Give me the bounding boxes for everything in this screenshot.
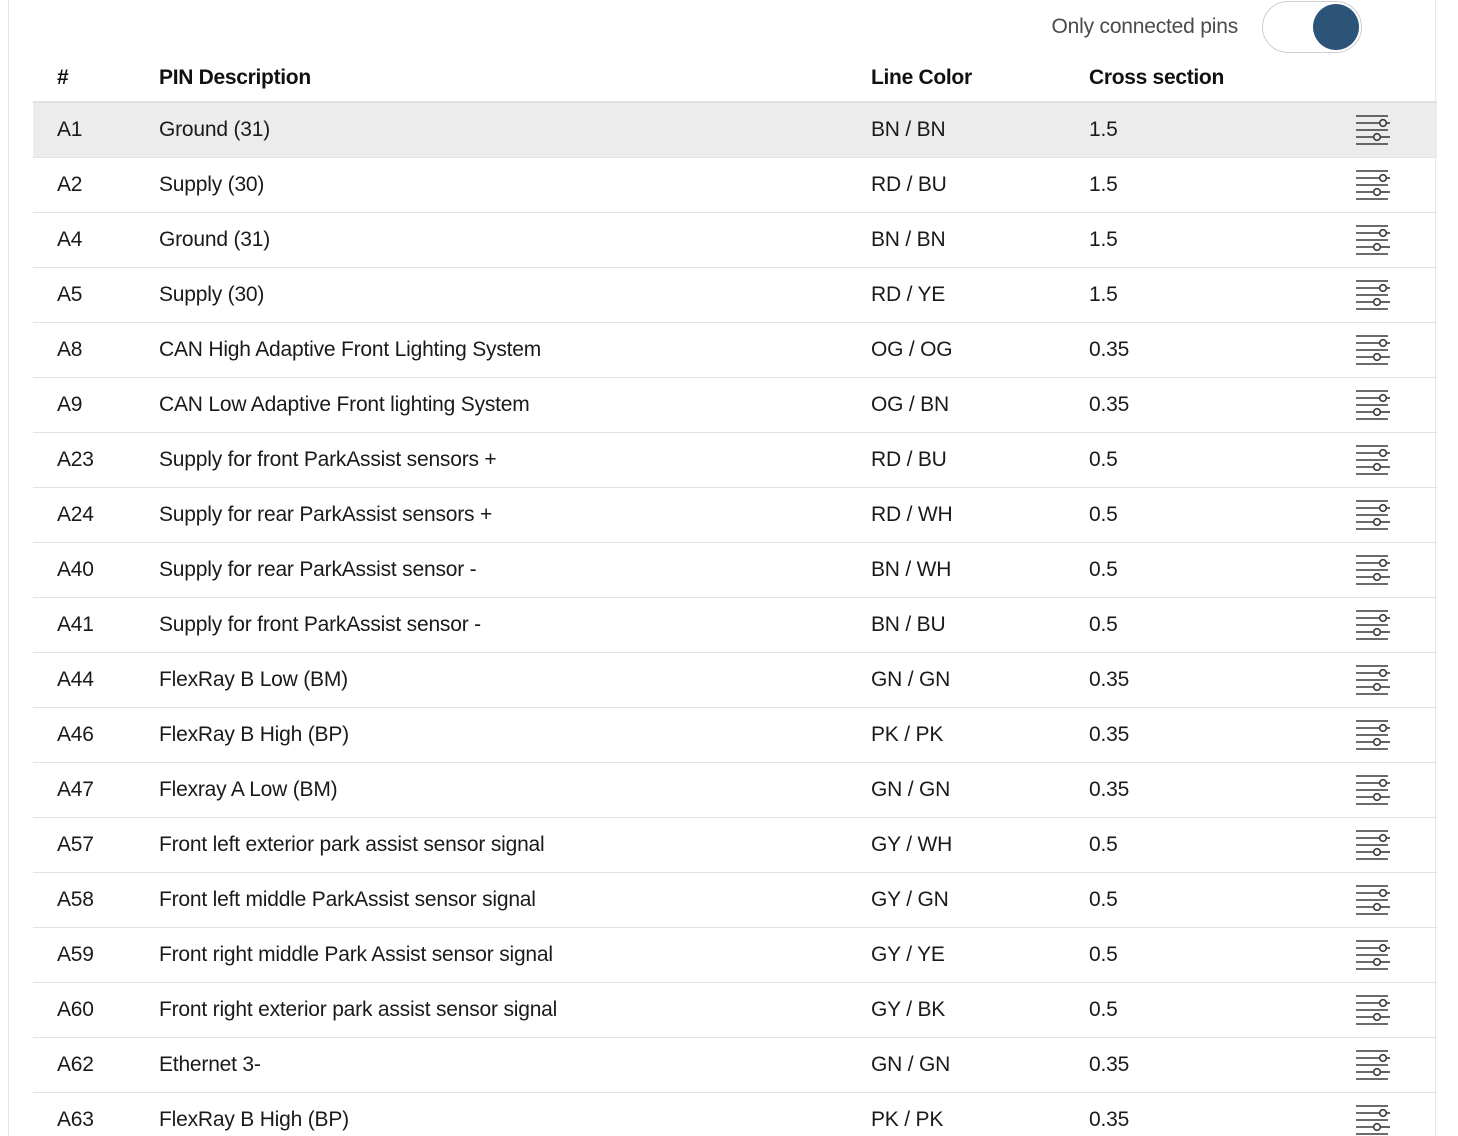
connected-pins-toggle-group: [1052, 0, 1362, 54]
row-details-button[interactable]: [1353, 495, 1393, 535]
filter-lines-icon: [1355, 883, 1391, 917]
pin-line-color: PK / PK: [871, 708, 1089, 763]
row-actions-cell: [1349, 1093, 1437, 1136]
pin-number: A4: [33, 213, 159, 268]
pin-cross-section: 0.35: [1089, 708, 1349, 763]
row-actions-cell: [1349, 268, 1437, 323]
filter-lines-icon: [1355, 443, 1391, 477]
row-details-button[interactable]: [1353, 220, 1393, 260]
filter-lines-icon: [1355, 993, 1391, 1027]
row-actions-cell: [1349, 158, 1437, 213]
filter-lines-icon: [1355, 1103, 1391, 1136]
row-details-button[interactable]: [1353, 990, 1393, 1030]
pin-cross-section: 0.35: [1089, 323, 1349, 378]
pin-line-color: BN / BU: [871, 598, 1089, 653]
table-row[interactable]: [33, 1093, 1437, 1136]
pin-cross-section: 0.5: [1089, 488, 1349, 543]
row-actions-cell: [1349, 763, 1437, 818]
pin-table-panel: [8, 0, 1436, 1136]
pin-description: Supply for front ParkAssist sensors +: [159, 433, 871, 488]
filter-lines-icon: [1355, 498, 1391, 532]
filter-lines-icon: [1355, 828, 1391, 862]
pin-line-color: GN / GN: [871, 763, 1089, 818]
table-row[interactable]: [33, 102, 1437, 158]
row-actions-cell: [1349, 708, 1437, 763]
row-details-button[interactable]: [1353, 165, 1393, 205]
pin-number: A57: [33, 818, 159, 873]
pin-cross-section: 0.35: [1089, 1093, 1349, 1136]
pin-description: Ethernet 3-: [159, 1038, 871, 1093]
pin-line-color: GY / BK: [871, 983, 1089, 1038]
column-header-description: PIN Description: [159, 54, 871, 102]
pin-number: A62: [33, 1038, 159, 1093]
column-header-cross-section: Cross section: [1089, 54, 1349, 102]
pin-number: A9: [33, 378, 159, 433]
row-details-button[interactable]: [1353, 1100, 1393, 1136]
filter-lines-icon: [1355, 553, 1391, 587]
table-row[interactable]: [33, 873, 1437, 928]
pin-line-color: GY / WH: [871, 818, 1089, 873]
pin-number: A24: [33, 488, 159, 543]
pin-line-color: OG / OG: [871, 323, 1089, 378]
pin-description: Supply for rear ParkAssist sensor -: [159, 543, 871, 598]
pin-line-color: GN / GN: [871, 1038, 1089, 1093]
row-actions-cell: [1349, 213, 1437, 268]
pin-number: A63: [33, 1093, 159, 1136]
row-actions-cell: [1349, 378, 1437, 433]
row-details-button[interactable]: [1353, 330, 1393, 370]
pin-description: CAN High Adaptive Front Lighting System: [159, 323, 871, 378]
row-details-button[interactable]: [1353, 935, 1393, 975]
pin-description: Supply (30): [159, 268, 871, 323]
table-row[interactable]: [33, 213, 1437, 268]
table-row[interactable]: [33, 323, 1437, 378]
pin-number: A60: [33, 983, 159, 1038]
pin-number: A5: [33, 268, 159, 323]
filter-lines-icon: [1355, 718, 1391, 752]
pin-cross-section: 0.5: [1089, 818, 1349, 873]
row-actions-cell: [1349, 102, 1437, 158]
row-actions-cell: [1349, 598, 1437, 653]
filter-lines-icon: [1355, 223, 1391, 257]
row-actions-cell: [1349, 928, 1437, 983]
pin-line-color: GY / YE: [871, 928, 1089, 983]
pin-line-color: RD / WH: [871, 488, 1089, 543]
pin-description: Ground (31): [159, 102, 871, 158]
table-row[interactable]: [33, 488, 1437, 543]
row-details-button[interactable]: [1353, 605, 1393, 645]
row-details-button[interactable]: [1353, 880, 1393, 920]
pin-cross-section: 0.5: [1089, 873, 1349, 928]
filter-lines-icon: [1355, 388, 1391, 422]
pin-description: Front left middle ParkAssist sensor signal: [159, 873, 871, 928]
pin-cross-section: 1.5: [1089, 213, 1349, 268]
filter-lines-icon: [1355, 168, 1391, 202]
table-row[interactable]: [33, 653, 1437, 708]
pin-number: A40: [33, 543, 159, 598]
pin-description: Supply (30): [159, 158, 871, 213]
row-details-button[interactable]: [1353, 440, 1393, 480]
row-actions-cell: [1349, 983, 1437, 1038]
pin-number: A47: [33, 763, 159, 818]
pin-number: A46: [33, 708, 159, 763]
row-details-button[interactable]: [1353, 715, 1393, 755]
table-row[interactable]: [33, 983, 1437, 1038]
table-row[interactable]: [33, 378, 1437, 433]
pin-cross-section: 0.35: [1089, 378, 1349, 433]
pin-number: A2: [33, 158, 159, 213]
filter-lines-icon: [1355, 278, 1391, 312]
pin-number: A41: [33, 598, 159, 653]
pin-line-color: BN / WH: [871, 543, 1089, 598]
pin-description: Front right middle Park Assist sensor signal: [159, 928, 871, 983]
pin-cross-section: 0.5: [1089, 598, 1349, 653]
pin-cross-section: 1.5: [1089, 158, 1349, 213]
row-actions-cell: [1349, 873, 1437, 928]
pin-line-color: RD / BU: [871, 433, 1089, 488]
filter-lines-icon: [1355, 333, 1391, 367]
column-header-number: #: [33, 54, 159, 102]
pin-line-color: RD / BU: [871, 158, 1089, 213]
table-row[interactable]: [33, 1038, 1437, 1093]
pin-description: FlexRay B High (BP): [159, 708, 871, 763]
row-actions-cell: [1349, 433, 1437, 488]
row-actions-cell: [1349, 1038, 1437, 1093]
pin-description: Flexray A Low (BM): [159, 763, 871, 818]
column-header-line-color: Line Color: [871, 54, 1089, 102]
row-actions-cell: [1349, 488, 1437, 543]
pin-description: Ground (31): [159, 213, 871, 268]
pin-line-color: GY / GN: [871, 873, 1089, 928]
pin-description: FlexRay B Low (BM): [159, 653, 871, 708]
table-row[interactable]: [33, 433, 1437, 488]
pin-cross-section: 0.35: [1089, 653, 1349, 708]
pin-number: A1: [33, 102, 159, 158]
row-details-button[interactable]: [1353, 385, 1393, 425]
table-row[interactable]: [33, 543, 1437, 598]
pin-line-color: PK / PK: [871, 1093, 1089, 1136]
row-details-button[interactable]: [1353, 550, 1393, 590]
pin-number: A23: [33, 433, 159, 488]
table-row[interactable]: [33, 928, 1437, 983]
filter-lines-icon: [1355, 608, 1391, 642]
row-actions-cell: [1349, 323, 1437, 378]
row-details-button[interactable]: [1353, 110, 1393, 150]
table-row[interactable]: [33, 268, 1437, 323]
row-actions-cell: [1349, 543, 1437, 598]
pin-cross-section: 1.5: [1089, 102, 1349, 158]
pin-number: A59: [33, 928, 159, 983]
row-actions-cell: [1349, 818, 1437, 873]
filter-lines-icon: [1355, 663, 1391, 697]
pin-number: A58: [33, 873, 159, 928]
pin-description: Supply for front ParkAssist sensor -: [159, 598, 871, 653]
pin-cross-section: 0.35: [1089, 1038, 1349, 1093]
table-row[interactable]: [33, 708, 1437, 763]
pin-line-color: GN / GN: [871, 653, 1089, 708]
column-header-actions: [1349, 54, 1437, 102]
toggle-knob: [1313, 4, 1359, 50]
row-details-button[interactable]: [1353, 275, 1393, 315]
pin-cross-section: 0.5: [1089, 543, 1349, 598]
pin-description: FlexRay B High (BP): [159, 1093, 871, 1136]
pin-description: CAN Low Adaptive Front lighting System: [159, 378, 871, 433]
pin-line-color: BN / BN: [871, 213, 1089, 268]
filter-lines-icon: [1355, 113, 1391, 147]
pin-cross-section: 0.5: [1089, 928, 1349, 983]
pin-cross-section: 0.5: [1089, 433, 1349, 488]
pin-cross-section: 1.5: [1089, 268, 1349, 323]
row-actions-cell: [1349, 653, 1437, 708]
pin-description: Front left exterior park assist sensor signal: [159, 818, 871, 873]
pin-line-color: OG / BN: [871, 378, 1089, 433]
pin-cross-section: 0.5: [1089, 983, 1349, 1038]
filter-lines-icon: [1355, 773, 1391, 807]
table-row[interactable]: [33, 598, 1437, 653]
row-details-button[interactable]: [1353, 1045, 1393, 1085]
pin-line-color: RD / YE: [871, 268, 1089, 323]
table-row[interactable]: [33, 763, 1437, 818]
pin-table: [33, 54, 1437, 1136]
row-details-button[interactable]: [1353, 825, 1393, 865]
pin-description: Front right exterior park assist sensor signal: [159, 983, 871, 1038]
filter-lines-icon: [1355, 1048, 1391, 1082]
row-details-button[interactable]: [1353, 660, 1393, 700]
pin-line-color: BN / BN: [871, 102, 1089, 158]
pin-number: A8: [33, 323, 159, 378]
pin-number: A44: [33, 653, 159, 708]
pin-description: Supply for rear ParkAssist sensors +: [159, 488, 871, 543]
table-body: [33, 102, 1437, 1136]
row-details-button[interactable]: [1353, 770, 1393, 810]
table-row[interactable]: [33, 818, 1437, 873]
connected-pins-toggle[interactable]: [1262, 1, 1362, 53]
pin-cross-section: 0.35: [1089, 763, 1349, 818]
connected-pins-toggle-label: Only connected pins: [1051, 15, 1238, 38]
table-header-row: [33, 54, 1437, 102]
table-row[interactable]: [33, 158, 1437, 213]
filter-lines-icon: [1355, 938, 1391, 972]
